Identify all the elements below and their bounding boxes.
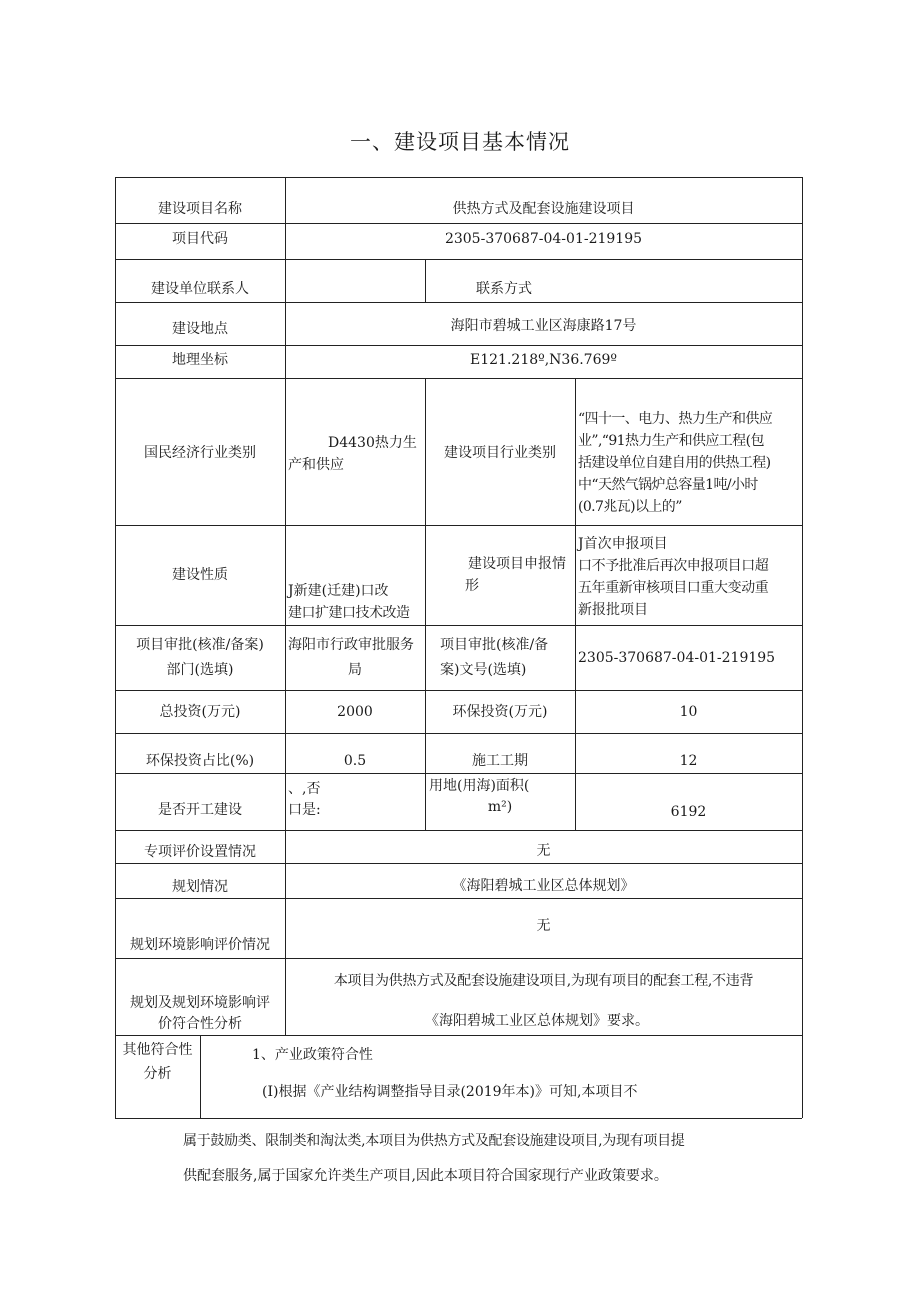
env-invest-label: 环保投资(万元) [452,704,548,720]
other-label-line2: 分析 [143,1066,172,1082]
table-line [115,378,802,379]
approval-doc-label-line1: 项目审批(核准/备 [440,637,549,653]
continuation-line1: 属于鼓励类、限制类和淘汰类,本项目为供热方式及配套设施建设项目,为现有项目提 [183,1133,685,1149]
project-name-label: 建设项目名称 [158,201,242,217]
project-name-value: 供热方式及配套设施建设项目 [452,201,635,217]
table-line [115,302,802,303]
special-eval-label: 专项评价设置情况 [144,844,256,860]
table-line [115,1118,802,1119]
contact-person-label: 建设单位联系人 [151,281,249,297]
declare-line4: 新报批项目 [578,602,648,618]
table-line [115,1035,802,1036]
table-line [115,733,802,734]
special-eval-value: 无 [536,843,551,859]
conformity-label-line1: 规划及规划环境影响评 [130,995,270,1011]
industry-label: 国民经济行业类别 [144,445,256,461]
area-value: 6192 [670,804,707,820]
env-ratio-value: 0.5 [343,753,367,769]
project-industry-line3: 括建设单位自建自用的供热工程) [578,455,771,471]
table-line [115,773,802,774]
location-label: 建设地点 [172,321,228,337]
area-label-line2: m²) [487,799,513,815]
contact-method-label: 联系方式 [476,281,532,297]
planning-eia-value: 无 [536,918,551,934]
table-line [115,958,802,959]
table-line [115,177,802,178]
total-invest-value: 2000 [337,704,373,720]
conformity-label-line2: 价符合性分析 [158,1016,242,1032]
project-industry-line1: “四十一、电力、热力生产和供应 [578,411,773,427]
approval-dept-line2: 局 [348,662,362,678]
project-industry-line5: (0.7兆瓦)以上的” [578,499,682,515]
approval-dept-label-line2: 部门(选填) [166,662,234,678]
planning-label: 规划情况 [172,879,228,895]
approval-doc-label-line2: 案)文号(选填) [440,662,527,678]
declare-label-line2: 形 [465,578,479,594]
industry-value-line1: D4430热力生 [328,435,417,451]
table-line [115,525,802,526]
table-line [115,345,802,346]
continuation-line2: 供配套服务,属于国家允许类生产项目,因此本项目符合国家现行产业政策要求。 [183,1168,668,1184]
other-label-line1: 其他符合性 [122,1042,193,1058]
nature-label: 建设性质 [172,567,228,583]
declare-label-line1: 建设项目申报情 [468,556,566,572]
coords-value: E121.218º,N36.769º [470,352,617,368]
table-line [425,259,426,302]
project-industry-line4: 中“天然气锅炉总容量1吨/小时 [578,477,758,493]
table-line [115,223,802,224]
planning-eia-label: 规划环境影响评价情况 [130,937,270,953]
started-value-line2: 口是: [288,802,321,818]
declare-line2: 口不予批准后再次申报项目口超 [578,558,769,574]
started-label: 是否开工建设 [158,802,242,818]
industry-value-line2: 产和供应 [288,457,344,473]
approval-dept-line1: 海阳市行政审批服务 [288,637,414,653]
env-ratio-label: 环保投资占比(%) [145,753,255,769]
period-label: 施工工期 [472,753,528,769]
table-line [115,690,802,691]
nature-value-line2: 建口扩建口技术改造 [288,605,410,621]
declare-line3: 五年重新审核项目口重大变动重 [578,580,769,596]
table-line [115,625,802,626]
started-value-line1: 、,否 [288,781,321,797]
env-invest-value: 10 [679,704,698,720]
total-invest-label: 总投资(万元) [159,704,241,720]
approval-dept-label-line1: 项目审批(核准/备案) [136,637,264,653]
table-line [115,898,802,899]
page-title: 一、建设项目基本情况 [350,130,570,154]
table-line [115,863,802,864]
project-industry-label: 建设项目行业类别 [444,445,556,461]
table-line [802,177,803,1118]
period-value: 12 [679,753,698,769]
table-line [115,830,802,831]
location-value: 海阳市碧城工业区海康路17号 [450,318,637,334]
table-line [200,1035,201,1118]
conformity-line2: 《海阳碧城工业区总体规划》要求。 [425,1013,649,1029]
planning-value: 《海阳碧城工业区总体规划》 [452,878,635,894]
table-line [285,177,286,1035]
nature-value-line1: J新建(迁建)口改 [288,583,389,599]
approval-doc-value: 2305-370687-04-01-219195 [578,650,776,666]
project-code-value: 2305-370687-04-01-219195 [444,231,643,247]
table-line [115,259,802,260]
coords-label: 地理坐标 [172,352,228,368]
declare-line1: J首次申报项目 [578,536,668,552]
project-industry-line2: 业”,“91热力生产和供应工程(包 [578,433,764,449]
other-line2: (I)根据《产业结构调整指导目录(2019年本)》可知,本项目不 [262,1084,638,1100]
project-code-label: 项目代码 [172,231,228,247]
conformity-line1: 本项目为供热方式及配套设施建设项目,为现有项目的配套工程,不违背 [333,973,754,989]
area-label-line1: 用地(用海)面积( [429,778,530,794]
other-line1: 1、产业政策符合性 [252,1047,373,1063]
